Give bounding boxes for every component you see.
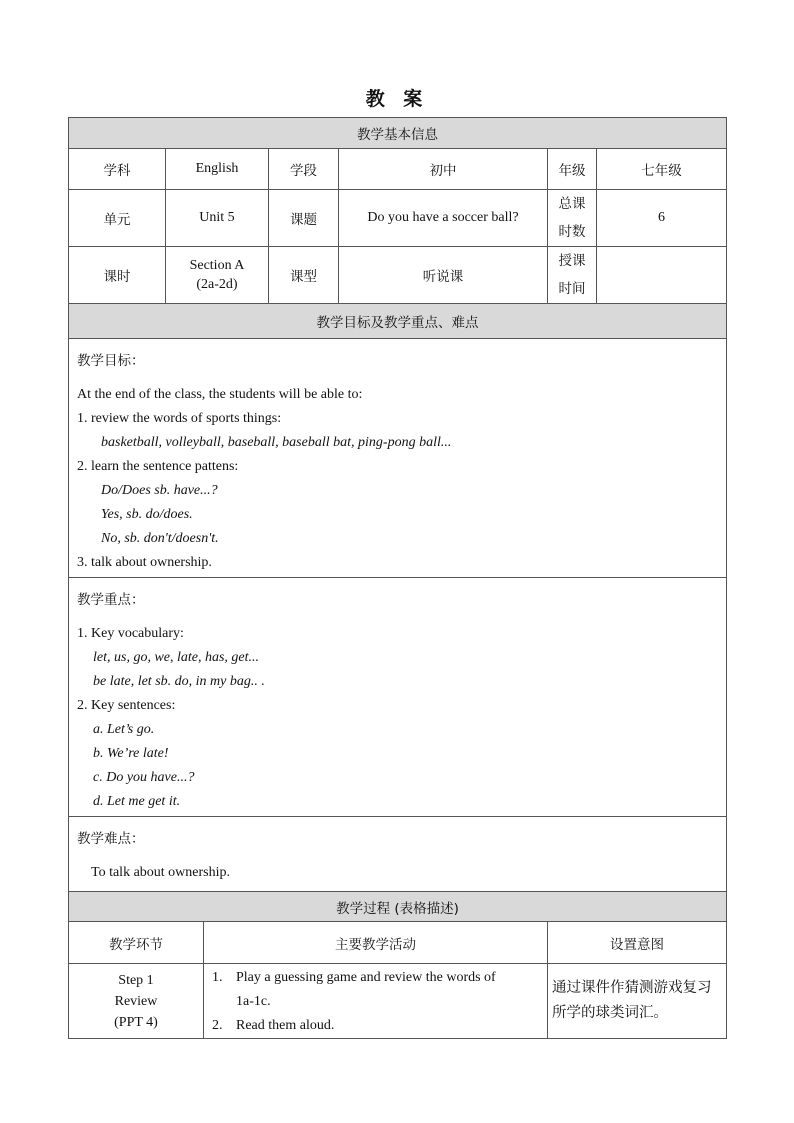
activity-item: 2. Read them aloud.	[212, 1018, 335, 1033]
grade-value: 七年级	[597, 149, 727, 190]
goal-intro: At the end of the class, the students will be able to:	[77, 387, 363, 402]
stage-label: 学段	[269, 149, 339, 190]
key-item: 1. Key vocabulary:	[77, 626, 184, 641]
total-hours-value: 6	[597, 190, 727, 247]
key-sentence: d. Let me get it.	[93, 794, 181, 809]
topic-label: 课题	[269, 190, 339, 247]
col-intent-header: 设置意图	[548, 922, 727, 964]
key-sentence: a. Let’s go.	[93, 722, 155, 737]
key-sentence: b. We’re late!	[93, 746, 169, 761]
key-points-label: 教学重点：	[77, 592, 145, 608]
difficult-point-text: To talk about ownership.	[91, 865, 230, 880]
page-title: 教 案	[365, 88, 429, 110]
sentence-pattern: Yes, sb. do/does.	[101, 507, 193, 522]
goal-item: 3. talk about ownership.	[77, 555, 212, 570]
teaching-goals-label: 教学目标：	[77, 353, 145, 369]
process-header: 教学过程 (表格描述)	[69, 892, 727, 922]
step-name: Review	[114, 993, 158, 1009]
total-hours-label: 总课 时数	[548, 190, 597, 247]
goal-item: 2. learn the sentence pattens:	[77, 459, 239, 474]
teaching-goals-cell	[69, 339, 727, 578]
section-value: Section A (2a-2d)	[166, 247, 269, 304]
lesson-type-value: 听说课	[339, 247, 548, 304]
step-number: Step 1	[118, 972, 154, 988]
step-1-cell	[69, 964, 204, 1039]
step-ppt: (PPT 4)	[114, 1014, 158, 1030]
lesson-plan-table	[68, 117, 727, 1039]
taught-time-value	[597, 247, 727, 304]
step-1-intent: 通过课件作猜测游戏复习所学的球类词汇。	[548, 964, 727, 1039]
activity-item: 1. Play a guessing game and review the words of 1a-1c.	[212, 970, 496, 1009]
stage-value: 初中	[339, 149, 548, 190]
step-1-activities	[204, 964, 548, 1039]
grade-label: 年级	[548, 149, 597, 190]
sentence-pattern: Do/Does sb. have...?	[101, 483, 218, 498]
sentence-pattern: No, sb. don't/doesn't.	[101, 531, 219, 546]
basic-info-header: 教学基本信息	[69, 118, 727, 149]
col-step-header: 教学环节	[69, 922, 204, 964]
topic-value: Do you have a soccer ball?	[339, 190, 548, 247]
subject-value: English	[166, 149, 269, 190]
key-vocabulary: let, us, go, we, late, has, get...	[93, 650, 260, 665]
col-activity-header: 主要教学活动	[204, 922, 548, 964]
key-sentence: c. Do you have...?	[93, 770, 195, 785]
key-item: 2. Key sentences:	[77, 698, 176, 713]
taught-time-label: 授课 时间	[548, 247, 597, 304]
goal-words: basketball, volleyball, baseball, baseball bat, ping-pong ball...	[101, 435, 452, 450]
lesson-type-label: 课型	[269, 247, 339, 304]
goal-item: 1. review the words of sports things:	[77, 411, 282, 426]
unit-label: 单元	[69, 190, 166, 247]
key-vocabulary: be late, let sb. do, in my bag.. .	[93, 674, 265, 689]
difficult-points-cell	[69, 817, 727, 892]
objectives-header: 教学目标及教学重点、难点	[69, 304, 727, 339]
period-label: 课时	[69, 247, 166, 304]
difficult-points-label: 教学难点：	[77, 831, 145, 847]
key-points-cell	[69, 578, 727, 817]
subject-label: 学科	[69, 149, 166, 190]
unit-value: Unit 5	[166, 190, 269, 247]
